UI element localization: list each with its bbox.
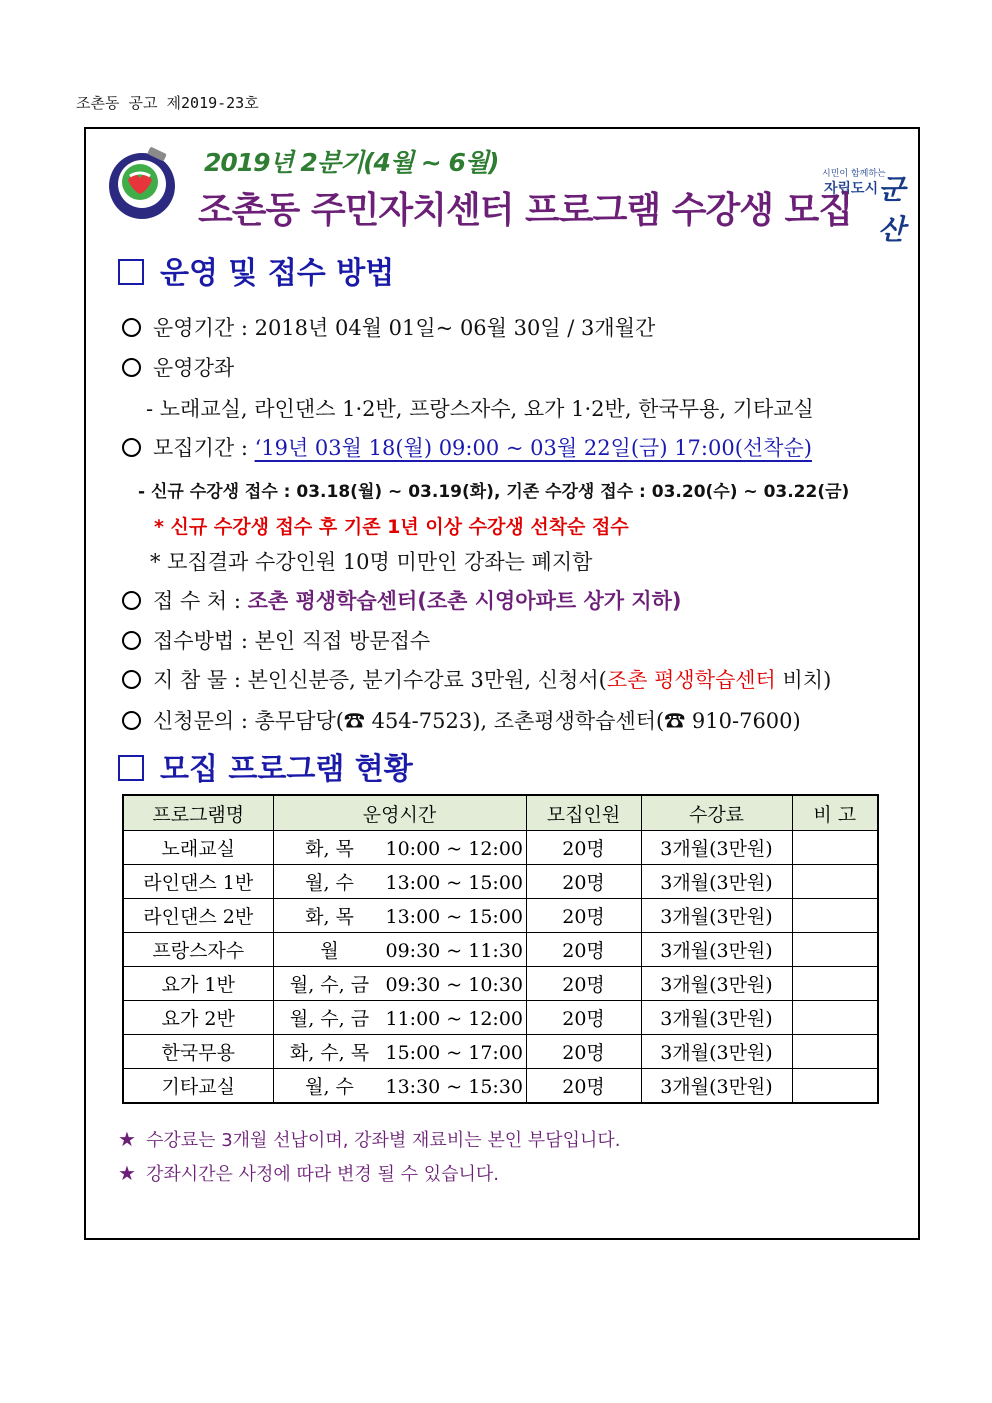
- program-note: [792, 831, 878, 865]
- program-note: [792, 1001, 878, 1035]
- program-table: [122, 794, 879, 1104]
- column-header: 수강료: [641, 795, 792, 831]
- circle-bullet-icon: [122, 318, 141, 337]
- program-fee: 3개월(3만원): [641, 1069, 792, 1104]
- priority-note: * 신규 수강생 접수 후 기존 1년 이상 수강생 선착순 접수: [154, 516, 629, 538]
- footnote-fee: ★ 수강료는 3개월 선납이며, 강좌별 재료비는 본인 부담입니다.: [118, 1127, 621, 1151]
- program-fee: 3개월(3만원): [641, 933, 792, 967]
- courses-label: 운영강좌: [122, 352, 234, 382]
- circle-bullet-icon: [122, 358, 141, 377]
- application-method: 접수방법 : 본인 직접 방문접수: [122, 625, 430, 655]
- checkbox-square-icon: [118, 259, 144, 285]
- program-note: [792, 933, 878, 967]
- program-schedule: 월 09:30 ~ 11:30: [273, 933, 526, 967]
- column-header: 모집인원: [526, 795, 641, 831]
- program-name: 한국무용: [123, 1035, 273, 1069]
- section-heading-operation: 운영 및 접수 방법: [118, 248, 394, 292]
- program-schedule: 월, 수, 금 09:30 ~ 10:30: [273, 967, 526, 1001]
- contact-info: 신청문의 : 총무담당(☎ 454-7523), 조촌평생학습센터(☎ 910-7600): [122, 705, 801, 735]
- program-schedule: 월, 수, 금 11:00 ~ 12:00: [273, 1001, 526, 1035]
- star-icon: ★: [118, 1127, 136, 1151]
- cancel-note: * 모집결과 수강인원 10명 미만인 강좌는 폐지함: [150, 550, 593, 574]
- program-note: [792, 865, 878, 899]
- operation-period: 운영기간 : 2018년 04월 01일~ 06월 30일 / 3개월간: [122, 312, 655, 342]
- program-name: 노래교실: [123, 831, 273, 865]
- program-name: 기타교실: [123, 1069, 273, 1104]
- page-subtitle: 2019년 2분기(4월 ~ 6월): [204, 148, 499, 177]
- footnote-schedule: ★ 강좌시간은 사정에 따라 변경 될 수 있습니다.: [118, 1161, 499, 1185]
- program-schedule: 화, 수, 목 15:00 ~ 17:00: [273, 1035, 526, 1069]
- checkbox-square-icon: [118, 755, 144, 781]
- community-center-logo: [104, 146, 180, 222]
- program-name: 라인댄스 2반: [123, 899, 273, 933]
- program-name: 프랑스자수: [123, 933, 273, 967]
- program-schedule: 월, 수 13:30 ~ 15:30: [273, 1069, 526, 1104]
- program-capacity: 20명: [526, 831, 641, 865]
- program-schedule: 월, 수 13:00 ~ 15:00: [273, 865, 526, 899]
- program-fee: 3개월(3만원): [641, 967, 792, 1001]
- program-capacity: 20명: [526, 1001, 641, 1035]
- program-capacity: 20명: [526, 933, 641, 967]
- program-fee: 3개월(3만원): [641, 1001, 792, 1035]
- table-header-row: [123, 795, 878, 831]
- column-header: 운영시간: [273, 795, 526, 831]
- circle-bullet-icon: [122, 670, 141, 689]
- circle-bullet-icon: [122, 711, 141, 730]
- program-note: [792, 1069, 878, 1104]
- program-schedule: 화, 목 13:00 ~ 15:00: [273, 899, 526, 933]
- program-fee: 3개월(3만원): [641, 831, 792, 865]
- city-slogan: 시민이 함께하는: [822, 169, 886, 179]
- table-row: [123, 967, 878, 1001]
- city-mark: 군산: [878, 173, 906, 246]
- recruit-detail: - 신규 수강생 접수 : 03.18(월) ~ 03.19(화), 기존 수강생 접수 : 03.20(수) ~ 03.22(금): [138, 482, 850, 502]
- program-capacity: 20명: [526, 967, 641, 1001]
- page-title: 조촌동 주민자치센터 프로그램 수강생 모집: [198, 190, 853, 231]
- table-row: [123, 831, 878, 865]
- program-capacity: 20명: [526, 865, 641, 899]
- program-schedule: 화, 목 10:00 ~ 12:00: [273, 831, 526, 865]
- program-note: [792, 967, 878, 1001]
- section-heading-programs: 모집 프로그램 현황: [118, 744, 413, 788]
- program-fee: 3개월(3만원): [641, 1035, 792, 1069]
- table-row: [123, 933, 878, 967]
- program-fee: 3개월(3만원): [641, 899, 792, 933]
- column-header: 프로그램명: [123, 795, 273, 831]
- star-icon: ★: [118, 1161, 136, 1185]
- program-note: [792, 1035, 878, 1069]
- program-fee: 3개월(3만원): [641, 865, 792, 899]
- table-row: [123, 899, 878, 933]
- column-header: 비 고: [792, 795, 878, 831]
- program-name: 요가 2반: [123, 1001, 273, 1035]
- courses-list: - 노래교실, 라인댄스 1·2반, 프랑스자수, 요가 1·2반, 한국무용, 기타교실: [146, 397, 814, 421]
- table-row: [123, 1001, 878, 1035]
- notice-number: 조촌동 공고 제2019-23호: [76, 94, 259, 112]
- required-items: 지 참 물 : 본인신분증, 분기수강료 3만원, 신청서(조촌 평생학습센터 비치): [122, 664, 831, 694]
- table-row: [123, 1069, 878, 1104]
- table-row: [123, 1035, 878, 1069]
- program-capacity: 20명: [526, 1069, 641, 1104]
- city-label: 자립도시: [824, 181, 879, 197]
- circle-bullet-icon: [122, 438, 141, 457]
- recruit-period: 모집기간 : ‘19년 03월 18(월) 09:00 ~ 03월 22일(금) 17:00(선착순): [122, 432, 812, 462]
- program-capacity: 20명: [526, 1035, 641, 1069]
- circle-bullet-icon: [122, 591, 141, 610]
- program-name: 라인댄스 1반: [123, 865, 273, 899]
- circle-bullet-icon: [122, 631, 141, 650]
- program-name: 요가 1반: [123, 967, 273, 1001]
- table-row: [123, 865, 878, 899]
- application-place: 접 수 처 : 조촌 평생학습센터(조촌 시영아파트 상가 지하): [122, 585, 682, 615]
- program-note: [792, 899, 878, 933]
- program-capacity: 20명: [526, 899, 641, 933]
